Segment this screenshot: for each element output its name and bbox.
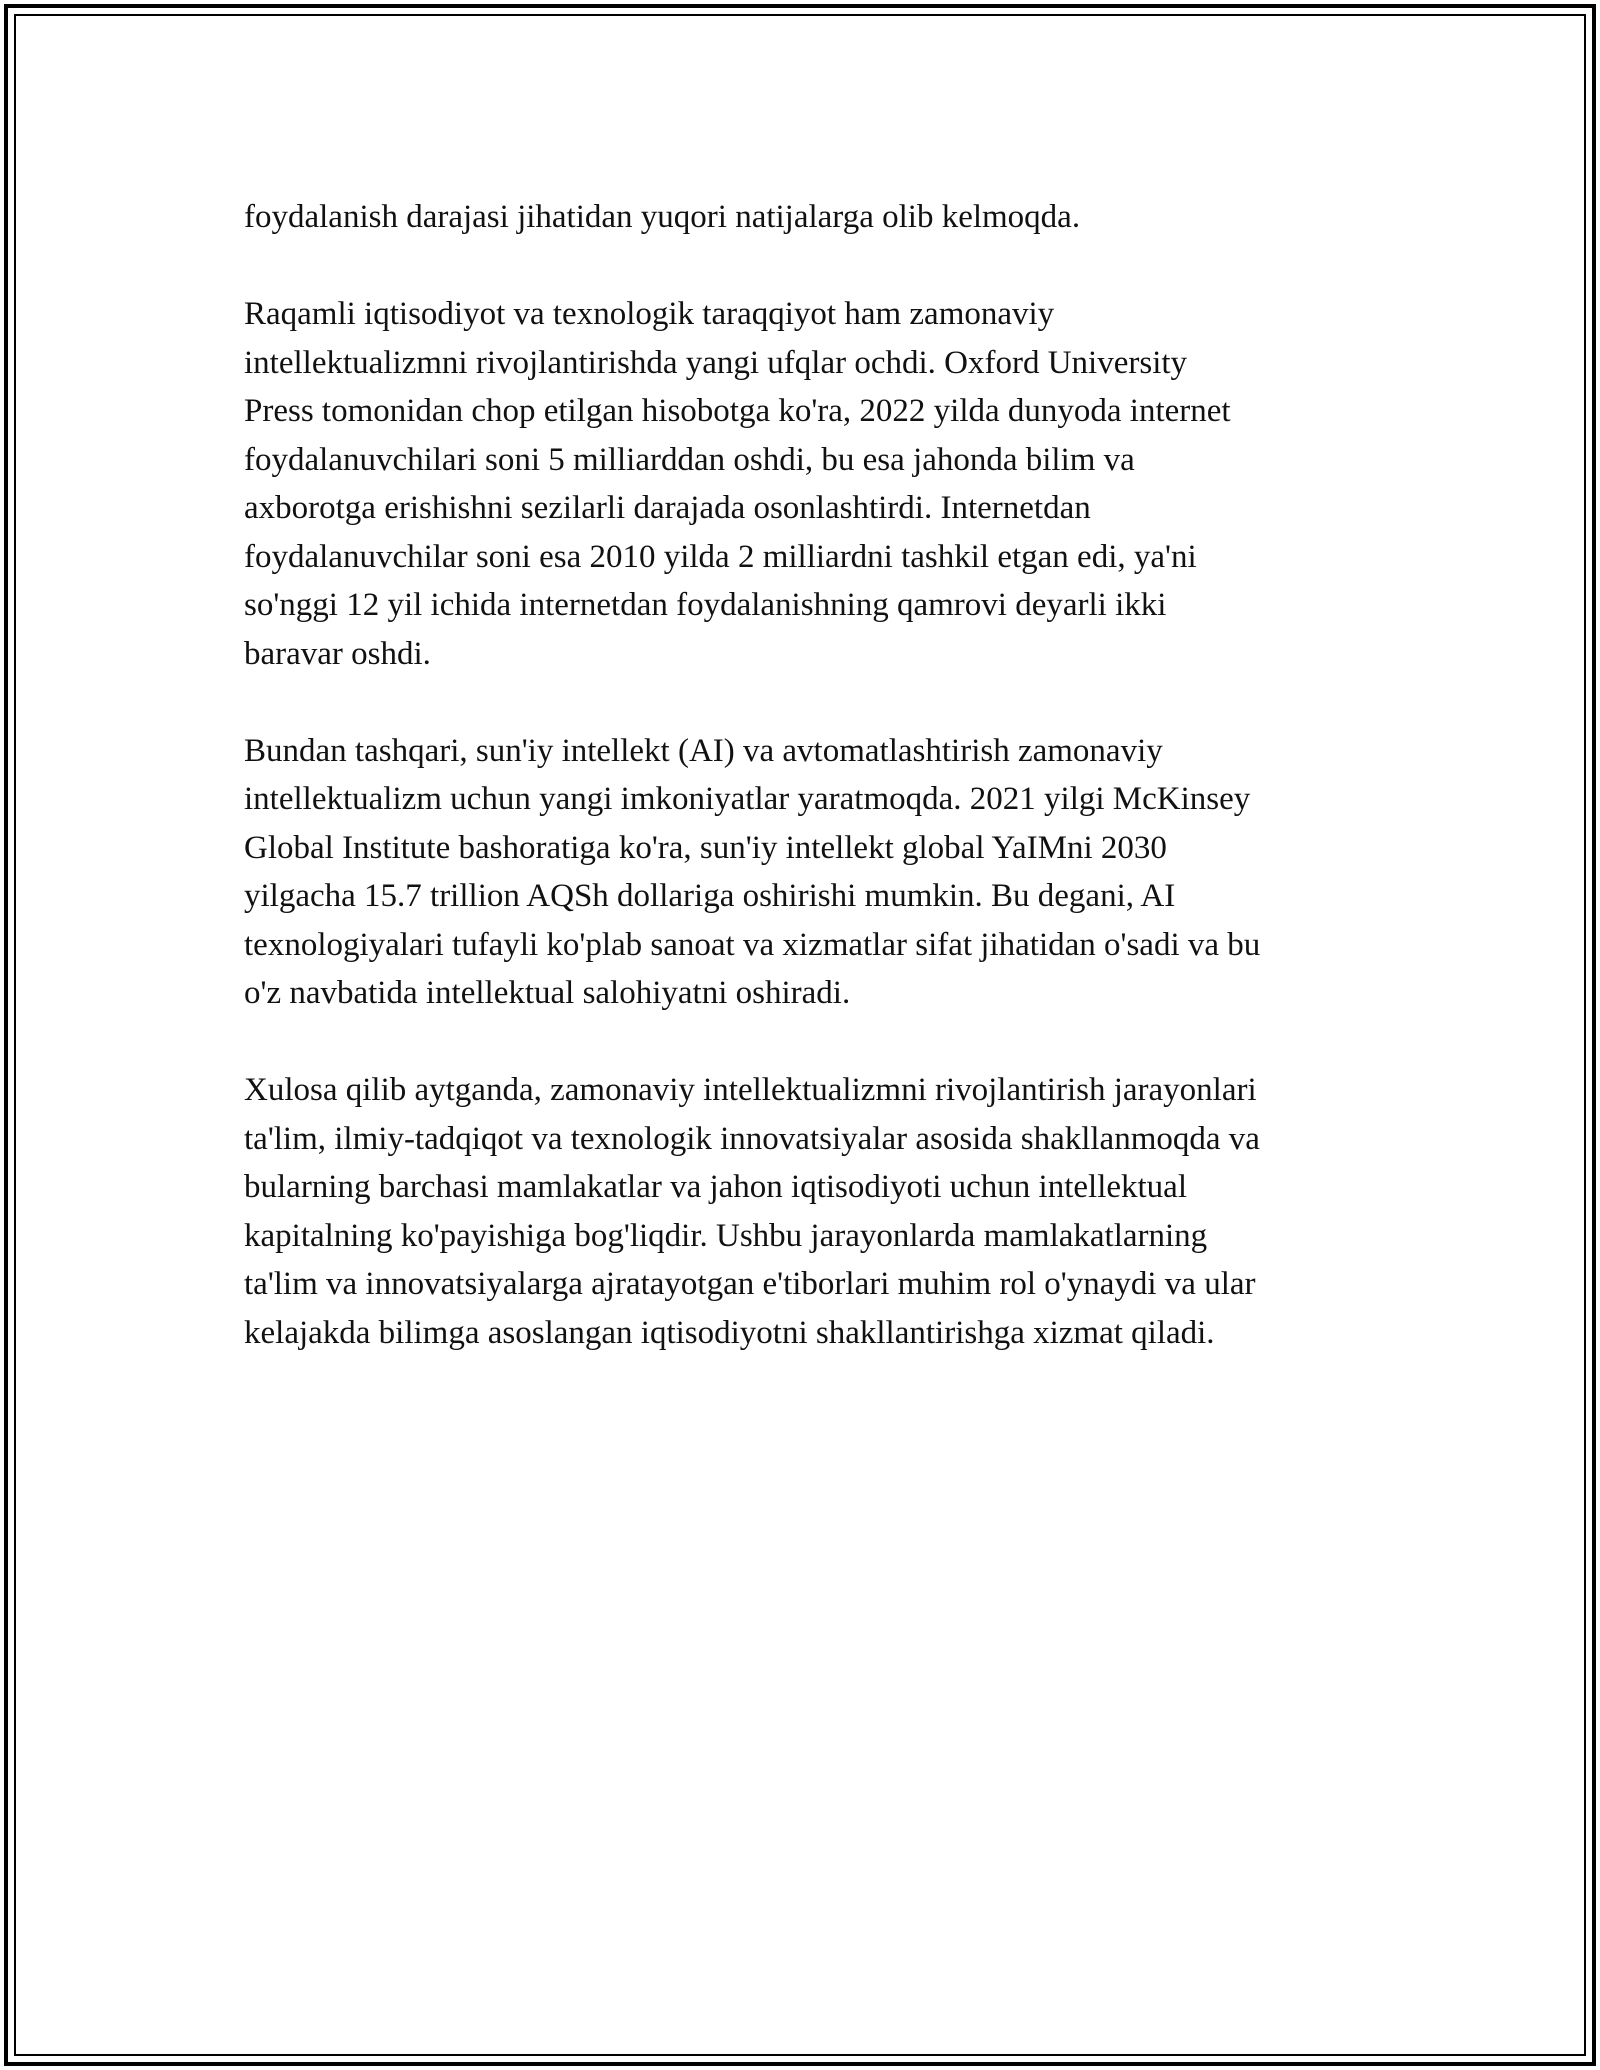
paragraph xyxy=(244,193,1394,242)
text-line: axborotga erishishni sezilarli darajada osonlashtirdi. Internetdan xyxy=(244,490,1091,526)
text-line: Raqamli iqtisodiyot va texnologik taraqqiyot ham zamonaviy xyxy=(244,296,1055,332)
paragraph xyxy=(244,1066,1394,1357)
text-line: kelajakda bilimga asoslangan iqtisodiyotni shakllantirishga xizmat qiladi. xyxy=(244,1314,1215,1351)
document-body xyxy=(244,193,1394,1406)
text-line: baravar oshdi. xyxy=(244,635,431,672)
text-line: kapitalning ko'payishiga bog'liqdir. Ushbu jarayonlarda mamlakatlarning xyxy=(244,1217,1208,1254)
text-line: o'z navbatida intellektual salohiyatni oshiradi. xyxy=(244,975,851,1011)
text-line: so'nggi 12 yil ichida internetdan foydalanishning qamrovi deyarli ikki xyxy=(244,587,1167,623)
paragraph xyxy=(244,727,1394,1018)
text-line: yilgacha 15.7 trillion AQSh dollariga oshirishi mumkin. Bu degani, AI xyxy=(244,878,1176,914)
text-line: Press tomonidan chop etilgan hisobotga ko'ra, 2022 yilda dunyoda internet xyxy=(244,393,1231,429)
text-line: foydalanish darajasi jihatidan yuqori natijalarga olib kelmoqda. xyxy=(244,199,1081,235)
text-line: intellektualizm uchun yangi imkoniyatlar yaratmoqda. 2021 yilgi McKinsey xyxy=(244,781,1251,817)
text-line: intellektualizmni rivojlantirishda yangi ufqlar ochdi. Oxford University xyxy=(244,344,1188,381)
text-line: texnologiyalari tufayli ko'plab sanoat va xizmatlar sifat jihatidan o'sadi va bu xyxy=(244,926,1261,963)
text-line: bularning barchasi mamlakatlar va jahon iqtisodiyoti uchun intellektual xyxy=(244,1169,1187,1205)
text-line: ta'lim va innovatsiyalarga ajratayotgan e'tiborlari muhim rol o'ynaydi va ular xyxy=(244,1266,1256,1302)
text-line: foydalanuvchilari soni 5 milliarddan oshdi, bu esa jahonda bilim va xyxy=(244,441,1135,478)
page-frame xyxy=(4,4,1596,2066)
text-line: Global Institute bashoratiga ko'ra, sun'iy intellekt global YaIMni 2030 xyxy=(244,829,1167,866)
text-line: Bundan tashqari, sun'iy intellekt (AI) va avtomatlashtirish zamonaviy xyxy=(244,732,1163,769)
text-line: ta'lim, ilmiy-tadqiqot va texnologik innovatsiyalar asosida shakllanmoqda va xyxy=(244,1120,1260,1157)
paragraph xyxy=(244,290,1394,678)
text-line: Xulosa qilib aytganda, zamonaviy intellektualizmni rivojlantirish jarayonlari xyxy=(244,1072,1257,1108)
text-line: foydalanuvchilar soni esa 2010 yilda 2 milliardni tashkil etgan edi, ya'ni xyxy=(244,538,1197,575)
